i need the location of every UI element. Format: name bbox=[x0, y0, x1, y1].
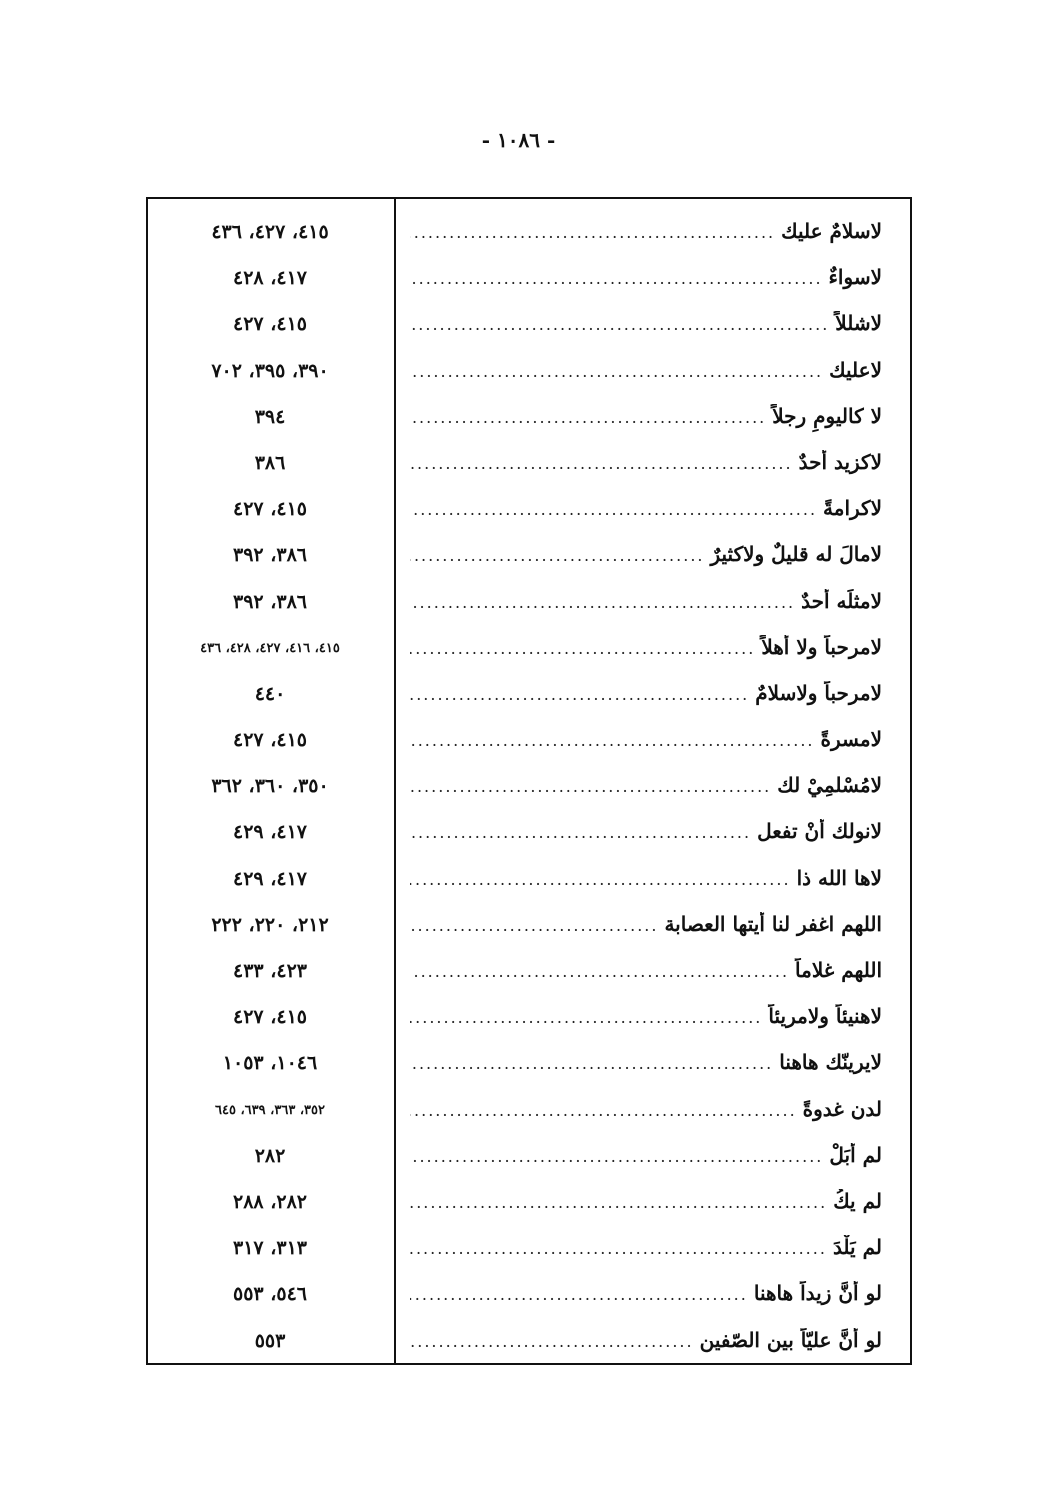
index-entry bbox=[410, 311, 882, 341]
page-references: ٤١٥، ٤٢٧، ٤٣٦ bbox=[211, 221, 329, 243]
page-references: ٤١٥، ٤٢٧ bbox=[233, 313, 307, 336]
index-entry bbox=[410, 1004, 882, 1034]
index-phrase: لو أنَّ عليّاً بين الصّفين bbox=[699, 1327, 882, 1352]
index-row bbox=[148, 1183, 910, 1229]
page-references: ٤١٥، ٤٢٧ bbox=[233, 729, 307, 752]
index-row bbox=[148, 1322, 910, 1368]
dot-leader bbox=[410, 269, 823, 288]
index-row bbox=[148, 721, 910, 767]
index-phrase: لم يَلْدَ bbox=[832, 1235, 882, 1260]
index-row bbox=[148, 1275, 910, 1321]
index-row bbox=[148, 352, 910, 398]
page-references: ٥٥٣ bbox=[254, 1329, 286, 1352]
page-references: ٤٤٠ bbox=[254, 682, 286, 705]
index-row bbox=[148, 629, 910, 675]
index-entry bbox=[410, 589, 882, 619]
index-row bbox=[148, 952, 910, 998]
dot-leader bbox=[410, 546, 704, 565]
index-row bbox=[148, 860, 910, 906]
index-entry bbox=[410, 1143, 882, 1173]
index-entry bbox=[410, 358, 882, 388]
dot-leader bbox=[410, 500, 817, 519]
index-phrase: لايرينّك هاهنا bbox=[779, 1050, 882, 1075]
index-phrase: لامرحباً ولا أهلاً bbox=[761, 634, 882, 659]
index-phrase: لاكزيد أحدٌ bbox=[798, 449, 882, 474]
page-references: ٤١٥، ٤٢٧ bbox=[233, 1006, 307, 1029]
index-entry bbox=[410, 1281, 882, 1311]
index-entry bbox=[410, 773, 882, 803]
index-row bbox=[148, 490, 910, 536]
dot-leader bbox=[410, 823, 751, 842]
index-phrase: لامالَ له قليلٌ ولاكثيرٌ bbox=[710, 542, 882, 567]
index-entry bbox=[410, 450, 882, 480]
dot-leader bbox=[410, 1332, 694, 1351]
index-phrase: لدن غدوةً bbox=[802, 1096, 882, 1121]
index-row bbox=[148, 1137, 910, 1183]
index-row bbox=[148, 813, 910, 859]
dot-leader bbox=[410, 1147, 823, 1166]
index-phrase: لاسلامٌ عليك bbox=[781, 219, 882, 243]
page-references: ٢١٢، ٢٢٠، ٢٢٢ bbox=[211, 913, 329, 936]
page-references: ٣٥٠، ٣٦٠، ٣٦٢ bbox=[211, 775, 329, 798]
index-phrase: لامرحباً ولاسلامٌ bbox=[755, 680, 882, 705]
page-references: ٣٨٦ bbox=[254, 451, 286, 474]
index-entry bbox=[410, 496, 882, 526]
page-references: ٢٨٢، ٢٨٨ bbox=[233, 1190, 307, 1213]
dot-leader bbox=[410, 731, 815, 750]
page-references: ٣٨٦، ٣٩٢ bbox=[233, 590, 307, 613]
dot-leader bbox=[410, 1239, 827, 1258]
page-references: ٤١٥، ٤١٦، ٤٢٧، ٤٢٨، ٤٣٦ bbox=[200, 640, 340, 656]
dot-leader bbox=[410, 315, 829, 334]
page-references: ١٠٤٦، ١٠٥٣ bbox=[222, 1052, 318, 1075]
page-references: ٢٨٢ bbox=[254, 1144, 286, 1167]
index-entry bbox=[410, 819, 882, 849]
index-table bbox=[146, 197, 912, 1365]
page-number: - ١٠٨٦ - bbox=[481, 128, 556, 152]
index-row bbox=[148, 906, 910, 952]
index-phrase: لامسرةً bbox=[820, 727, 882, 752]
index-phrase: لاهنيئاً ولامريئاً bbox=[768, 1004, 882, 1029]
dot-leader bbox=[410, 1008, 762, 1027]
index-phrase: لانولك أنْ تفعل bbox=[757, 819, 882, 844]
dot-leader bbox=[410, 1193, 827, 1212]
index-phrase: لاكرامةً bbox=[823, 496, 882, 521]
page-references: ٣٨٦، ٣٩٢ bbox=[233, 544, 307, 567]
dot-leader bbox=[410, 454, 793, 473]
index-row bbox=[148, 1044, 910, 1090]
dot-leader bbox=[410, 685, 749, 704]
index-entry bbox=[410, 681, 882, 711]
index-entry bbox=[410, 1189, 882, 1219]
index-phrase: لا كاليومِ رجلاً bbox=[772, 403, 882, 428]
page-references: ٣٩٤ bbox=[254, 405, 286, 428]
index-phrase: لاسواءٌ bbox=[828, 265, 882, 290]
index-row bbox=[148, 675, 910, 721]
page-references: ٤٢٣، ٤٣٣ bbox=[233, 960, 307, 982]
dot-leader bbox=[410, 1101, 797, 1120]
index-entry bbox=[410, 727, 882, 757]
index-entry bbox=[410, 635, 882, 665]
dot-leader bbox=[410, 639, 755, 658]
index-entry bbox=[410, 542, 882, 572]
dot-leader bbox=[410, 777, 771, 796]
index-row bbox=[148, 398, 910, 444]
index-row bbox=[148, 1091, 910, 1137]
index-rows bbox=[148, 213, 910, 1368]
index-phrase: لاعليك bbox=[829, 357, 882, 382]
page-references: ٤١٧، ٤٢٩ bbox=[233, 867, 307, 890]
index-entry bbox=[410, 265, 882, 295]
index-row bbox=[148, 259, 910, 305]
index-row bbox=[148, 1229, 910, 1275]
index-entry bbox=[410, 958, 882, 988]
page-references: ٣١٣، ٣١٧ bbox=[233, 1237, 307, 1260]
dot-leader bbox=[410, 1054, 773, 1073]
index-entry bbox=[410, 1328, 882, 1358]
index-row bbox=[148, 998, 910, 1044]
index-row bbox=[148, 767, 910, 813]
index-entry bbox=[410, 219, 882, 249]
index-phrase: لامُسْلمِيْ لك bbox=[777, 773, 882, 798]
dot-leader bbox=[410, 408, 766, 427]
dot-leader bbox=[410, 593, 795, 612]
dot-leader bbox=[410, 1285, 748, 1304]
index-entry bbox=[410, 1050, 882, 1080]
index-phrase: اللهم غلاماً bbox=[795, 958, 882, 982]
index-row bbox=[148, 583, 910, 629]
index-row bbox=[148, 213, 910, 259]
dot-leader bbox=[410, 362, 823, 381]
page-references: ٤١٧، ٤٢٨ bbox=[233, 267, 307, 290]
page-references: ٥٤٦، ٥٥٣ bbox=[233, 1283, 307, 1306]
index-phrase: لم يكُ bbox=[833, 1188, 882, 1213]
index-phrase: لو أنَّ زيداً هاهنا bbox=[753, 1281, 882, 1306]
index-phrase: لاها الله ذا bbox=[796, 865, 882, 890]
page-references: ٣٩٠، ٣٩٥، ٧٠٢ bbox=[211, 359, 329, 382]
index-entry bbox=[410, 1235, 882, 1265]
dot-leader bbox=[410, 223, 775, 242]
page-references: ٤١٥، ٤٢٧ bbox=[233, 498, 307, 521]
index-entry bbox=[410, 404, 882, 434]
index-entry bbox=[410, 1097, 882, 1127]
index-entry bbox=[410, 912, 882, 942]
dot-leader bbox=[410, 962, 789, 981]
index-row bbox=[148, 444, 910, 490]
index-phrase: لامثلَه أحدٌ bbox=[801, 588, 882, 613]
page-references: ٤١٧، ٤٢٩ bbox=[233, 821, 307, 844]
dot-leader bbox=[410, 916, 658, 935]
index-phrase: اللهم اغفر لنا أيتها العصابة bbox=[664, 911, 882, 936]
index-entry bbox=[410, 866, 882, 896]
index-phrase: لاشللاً bbox=[835, 311, 882, 336]
dot-leader bbox=[410, 870, 791, 889]
index-row bbox=[148, 305, 910, 351]
index-row bbox=[148, 536, 910, 582]
page-references: ٣٥٢، ٣٦٣، ٦٣٩، ٦٤٥ bbox=[214, 1102, 325, 1118]
index-phrase: لم أُبَلْ bbox=[829, 1142, 882, 1167]
